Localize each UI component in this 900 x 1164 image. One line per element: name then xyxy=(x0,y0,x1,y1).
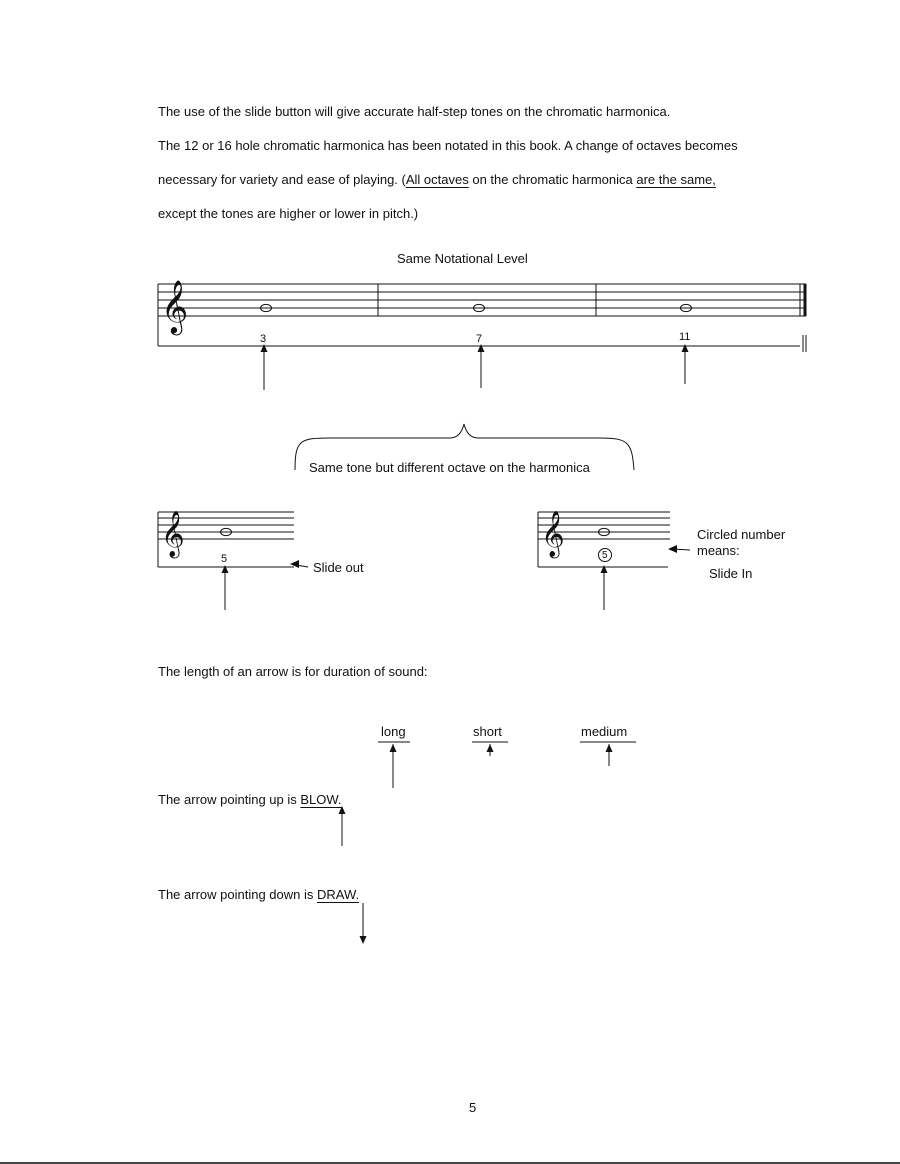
intro-line-3-start: necessary for variety and ease of playing. ( xyxy=(158,172,406,187)
intro-line-1: The use of the slide button will give accurate half-step tones on the chromatic harmonica. xyxy=(158,104,671,119)
hole-number: 3 xyxy=(260,333,267,345)
treble-clef-icon: 𝄞 xyxy=(541,511,565,557)
blow-text: The arrow pointing up is xyxy=(158,792,301,807)
page-number: 5 xyxy=(469,1100,477,1115)
draw-text: The arrow pointing down is xyxy=(158,887,317,902)
duration-heading: The length of an arrow is for duration of sound: xyxy=(158,664,428,679)
intro-line-3-middle: on the chromatic harmonica xyxy=(468,172,637,187)
intro-line-4: except the tones are higher or lower in pitch.) xyxy=(158,206,419,221)
long-label: long xyxy=(381,724,406,739)
all-octaves-text: All octaves xyxy=(405,172,469,187)
treble-clef-icon: 𝄞 xyxy=(161,511,185,557)
treble-clef-icon: 𝄞 xyxy=(161,279,189,333)
slide-out-label: Slide out xyxy=(313,560,364,575)
short-label: short xyxy=(473,724,502,739)
blow-line xyxy=(158,792,342,808)
slide-in-note-2: means: xyxy=(697,543,740,558)
blow-word: BLOW. xyxy=(300,792,342,807)
intro-line-2: The 12 or 16 hole chromatic harmonica has been notated in this book. A change of octaves becomes xyxy=(158,138,738,153)
circled-hole-number: 5 xyxy=(602,550,608,561)
hole-number: 5 xyxy=(221,553,228,565)
hole-number: 11 xyxy=(679,331,691,343)
medium-label: medium xyxy=(581,724,628,739)
hole-number: 7 xyxy=(476,333,483,345)
are-the-same-text: are the same, xyxy=(636,172,716,187)
draw-line xyxy=(158,887,359,903)
slide-in-note-1: Circled number xyxy=(697,527,786,542)
draw-word: DRAW. xyxy=(316,887,360,902)
brace-caption: Same tone but different octave on the harmonica xyxy=(309,460,590,475)
staff-title: Same Notational Level xyxy=(397,251,528,266)
slide-in-note-3: Slide In xyxy=(709,566,753,581)
